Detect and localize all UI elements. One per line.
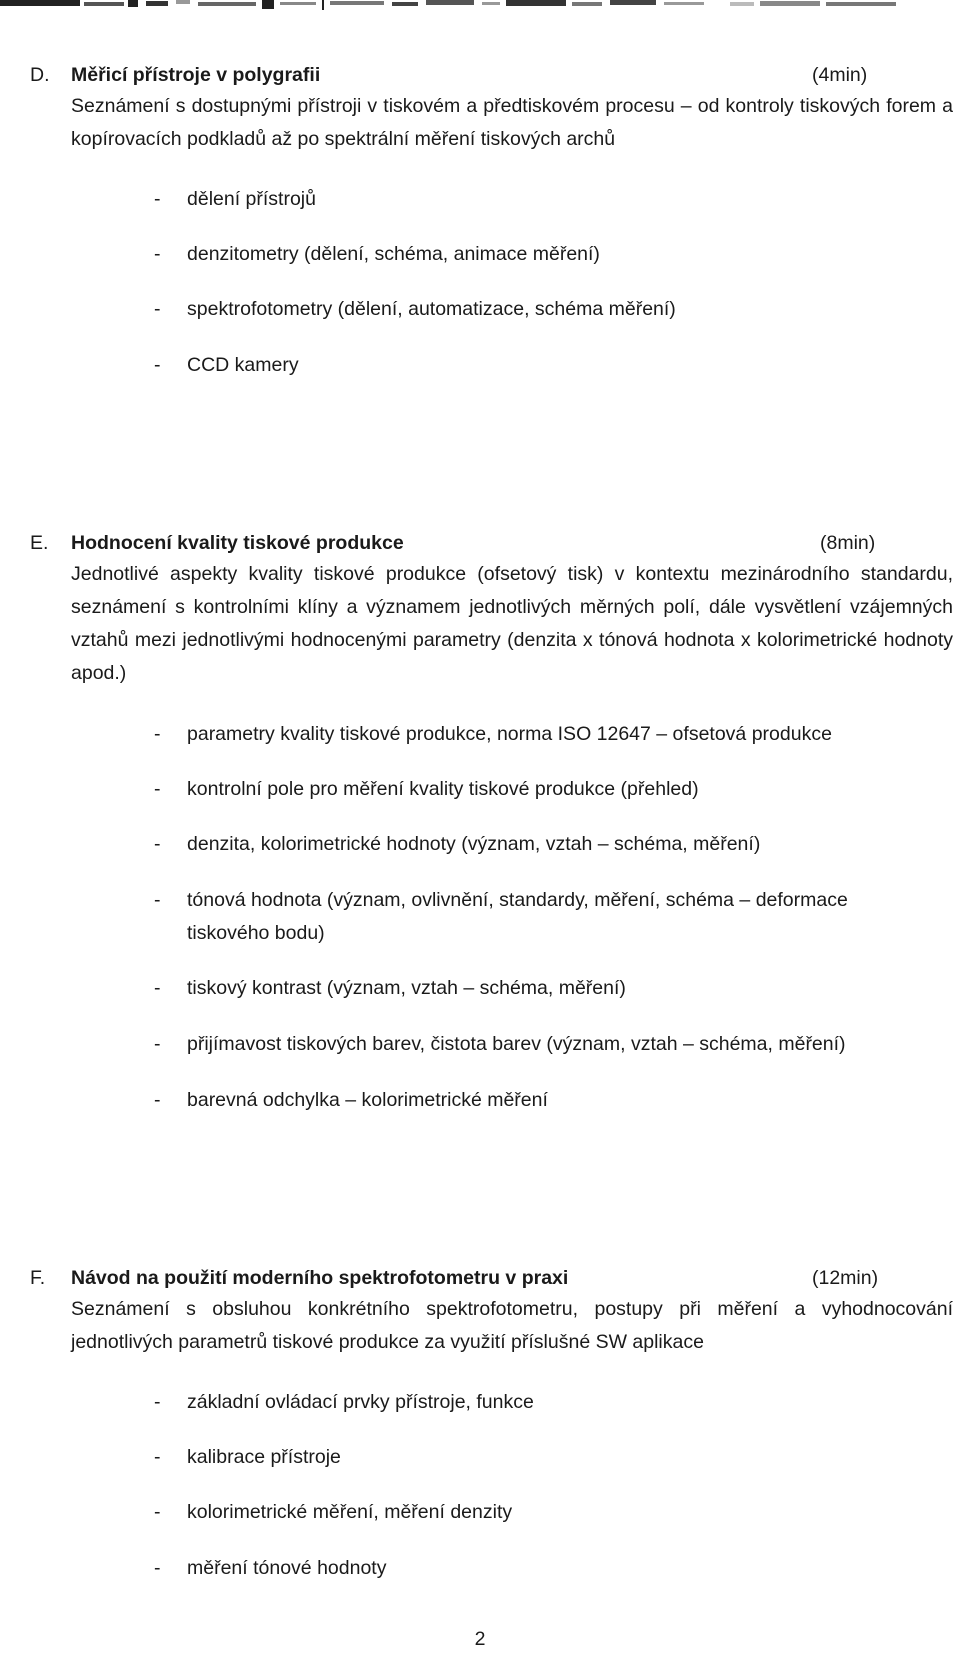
list-item-dash: - [154,243,161,265]
list-item-text: tónová hodnota (význam, ovlivnění, standardy, měření, schéma – deformace tiskového bodu) [187,889,848,944]
list-item-dash: - [154,1033,161,1055]
list-item-dash: - [154,1391,161,1413]
list-item-text: kalibrace přístroje [187,1446,341,1468]
list-item [154,773,934,806]
list-item-text: spektrofotometry (dělení, automatizace, schéma měření) [187,298,676,320]
section-letter: F. [30,1267,46,1289]
list-item-text: kontrolní pole pro měření kvality tiskové produkce (přehled) [187,778,699,800]
section-title: Měřicí přístroje v polygrafii [71,64,321,86]
section-duration: (12min) [812,1267,879,1289]
list-item [154,828,934,861]
list-item [154,349,934,382]
section-letter: D. [30,64,50,86]
section-e-header [0,528,960,558]
list-item-dash: - [154,1501,161,1523]
list-item-text: denzita, kolorimetrické hodnoty (význam, vztah – schéma, měření) [187,833,761,855]
section-f-header [0,1263,960,1293]
list-item-dash: - [154,778,161,800]
section-title: Návod na použití moderního spektrofotometru v praxi [71,1267,569,1289]
page-number: 2 [474,1628,486,1650]
section-description: Seznámení s obsluhou konkrétního spektrofotometru, postupy při měření a vyhodnocování jednotlivých parametrů tiskové produkce za využití příslušné SW aplikace [71,1298,953,1353]
list-item-text: dělení přístrojů [187,188,316,210]
list-item-text: barevná odchylka – kolorimetrické měření [187,1089,548,1111]
section-letter: E. [30,532,49,554]
list-item-text: měření tónové hodnoty [187,1557,387,1579]
list-item-text: kolorimetrické měření, měření denzity [187,1501,513,1523]
previous-page-fragment-graphic [0,0,960,14]
list-item-text: denzitometry (dělení, schéma, animace měření) [187,243,600,265]
list-item-dash: - [154,354,161,376]
list-item-dash: - [154,188,161,210]
list-item [154,238,934,271]
list-item [154,1441,934,1474]
list-item [154,718,934,751]
list-item-dash: - [154,1557,161,1579]
list-item-dash: - [154,723,161,745]
list-item [154,1386,934,1419]
section-d-header [0,60,960,90]
section-duration: (4min) [812,64,868,86]
list-item [154,1552,934,1585]
list-item [154,1028,934,1061]
list-item [154,293,934,326]
list-item [154,884,934,950]
list-item-text: parametry kvality tiskové produkce, norma ISO 12647 – ofsetová produkce [187,723,832,745]
list-item-text: základní ovládací prvky přístroje, funkce [187,1391,534,1413]
previous-page-fragment [0,0,960,14]
list-item [154,972,934,1005]
list-item-dash: - [154,889,161,911]
section-duration: (8min) [820,532,876,554]
list-item [154,1084,934,1117]
section-title: Hodnocení kvality tiskové produkce [71,532,404,554]
list-item-dash: - [154,298,161,320]
list-item-text: tiskový kontrast (význam, vztah – schéma, měření) [187,977,626,999]
section-description: Seznámení s dostupnými přístroji v tiskovém a předtiskovém procesu – od kontroly tiskových forem a kopírovacích podkladů až po spektrální měření tiskových archů [71,95,953,150]
list-item-dash: - [154,1089,161,1111]
list-item-text: přijímavost tiskových barev, čistota barev (význam, vztah – schéma, měření) [187,1033,846,1055]
list-item [154,1496,934,1529]
list-item-dash: - [154,977,161,999]
list-item-dash: - [154,833,161,855]
list-item-dash: - [154,1446,161,1468]
list-item [154,183,934,216]
list-item-text: CCD kamery [187,354,299,376]
section-description: Jednotlivé aspekty kvality tiskové produkce (ofsetový tisk) v kontextu mezinárodního standardu, seznámení s kontrolními klíny a významem jednotlivých měrných polí, dále vysvětlení vzájemných vztahů mezi jednotlivými hodnocenými parametry (denzita x tónová hodnota x kolorimetrické hodnoty apod.) [71,563,953,684]
